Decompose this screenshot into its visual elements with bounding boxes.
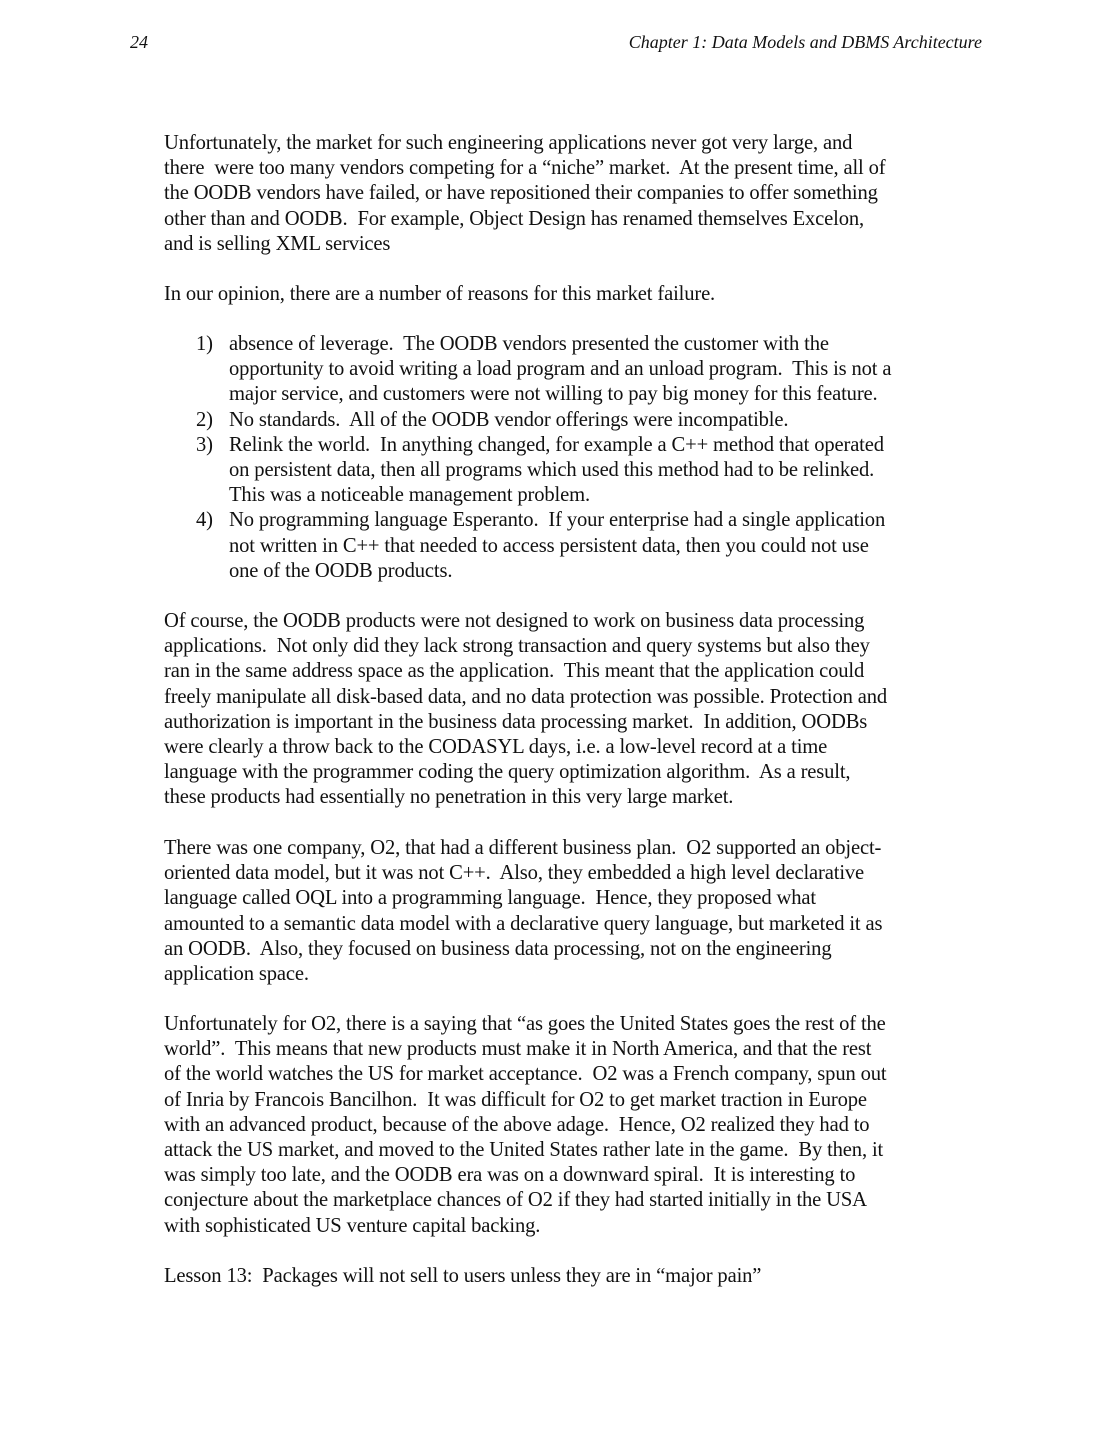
text-line: of the world watches the US for market acceptance. O2 was a French company, spun out (164, 1063, 887, 1086)
list-marker: 3) (196, 433, 213, 456)
list-marker: 4) (196, 509, 213, 532)
text-line: In our opinion, there are a number of reasons for this market failure. (164, 283, 716, 305)
text-line: oriented data model, but it was not C++. Also, they embedded a high level declarative (164, 862, 865, 885)
text-line: there were too many vendors competing for a “niche” market. At the present time, all of (164, 157, 886, 180)
list-item-absence-of-leverage (196, 332, 976, 408)
list-marker: 1) (196, 333, 213, 355)
text-line: major service, and customers were not willing to pay big money for this feature. (229, 383, 878, 406)
text-line: world”. This means that new products must make it in North America, and that the rest (164, 1038, 872, 1061)
text-line: language called OQL into a programming language. Hence, they proposed what (164, 887, 816, 910)
paragraph-opinion (164, 282, 964, 307)
text-line: language with the programmer coding the query optimization algorithm. As a result, (164, 761, 851, 784)
list-marker: 2) (196, 408, 213, 431)
text-line: one of the OODB products. (229, 559, 453, 582)
text-line: not written in C++ that needed to access persistent data, then you could not use (229, 534, 869, 557)
text-line: of Inria by Francois Bancilhon. It was difficult for O2 to get market traction in Europe (164, 1088, 867, 1111)
paragraph-business-processing (164, 609, 964, 811)
running-title: Chapter 1: Data Models and DBMS Architecture (628, 32, 982, 52)
text-line: other than and OODB. For example, Object Design has renamed themselves Excelon, (164, 207, 865, 230)
text-line: Of course, the OODB products were not designed to work on business data processing (164, 610, 865, 632)
lesson-13 (164, 1264, 964, 1289)
text-line: Unfortunately, the market for such engineering applications never got very large, and (164, 132, 853, 154)
paragraph-o2-company (164, 836, 964, 987)
text-line: freely manipulate all disk-based data, and no data protection was possible. Protection and (164, 685, 888, 708)
text-line: No standards. All of the OODB vendor offerings were incompatible. (229, 408, 789, 431)
text-line: This was a noticeable management problem. (229, 484, 590, 507)
text-line: ran in the same address space as the application. This meant that the application could (164, 660, 865, 683)
text-line: on persistent data, then all programs which used this method had to be relinked. (229, 459, 875, 482)
page-header (130, 30, 982, 54)
text-line: Unfortunately for O2, there is a saying that “as goes the United States goes the rest of the (164, 1013, 886, 1035)
text-line: Lesson 13: Packages will not sell to users unless they are in “major pain” (164, 1265, 762, 1287)
page-number: 24 (130, 32, 148, 52)
list-item-no-standards (196, 408, 976, 433)
text-line: and is selling XML services (164, 232, 391, 255)
paragraph-o2-market (164, 1012, 964, 1239)
text-line: applications. Not only did they lack strong transaction and query systems but also they (164, 635, 870, 658)
text-line: was simply too late, and the OODB era was on a downward spiral. It is interesting to (164, 1164, 856, 1187)
text-line: with sophisticated US venture capital backing. (164, 1214, 541, 1237)
paragraph-market-size (164, 131, 964, 257)
text-line: opportunity to avoid writing a load program and an unload program. This is not a (229, 358, 892, 381)
text-line: these products had essentially no penetration in this very large market. (164, 786, 734, 809)
text-line: attack the US market, and moved to the United States rather late in the game. By then, it (164, 1139, 884, 1162)
text-line: conjecture about the marketplace chances of O2 if they had started initially in the USA (164, 1189, 867, 1212)
text-line: No programming language Esperanto. If your enterprise had a single application (229, 509, 886, 532)
text-line: amounted to a semantic data model with a declarative query language, but marketed it as (164, 912, 883, 935)
text-line: absence of leverage. The OODB vendors presented the customer with the (229, 333, 829, 355)
text-line: There was one company, O2, that had a different business plan. O2 supported an object- (164, 837, 882, 859)
text-line: authorization is important in the business data processing market. In addition, OODBs (164, 710, 868, 733)
text-line: the OODB vendors have failed, or have repositioned their companies to offer something (164, 182, 878, 205)
list-item-relink-the-world (196, 433, 976, 509)
text-line: Relink the world. In anything changed, for example a C++ method that operated (229, 433, 884, 456)
text-line: with an advanced product, because of the above adage. Hence, O2 realized they had to (164, 1113, 870, 1136)
text-line: were clearly a throw back to the CODASYL days, i.e. a low-level record at a time (164, 736, 828, 759)
text-line: application space. (164, 963, 309, 986)
reasons-list (196, 332, 976, 584)
list-item-no-esperanto (196, 508, 976, 584)
text-line: an OODB. Also, they focused on business data processing, not on the engineering (164, 937, 832, 960)
